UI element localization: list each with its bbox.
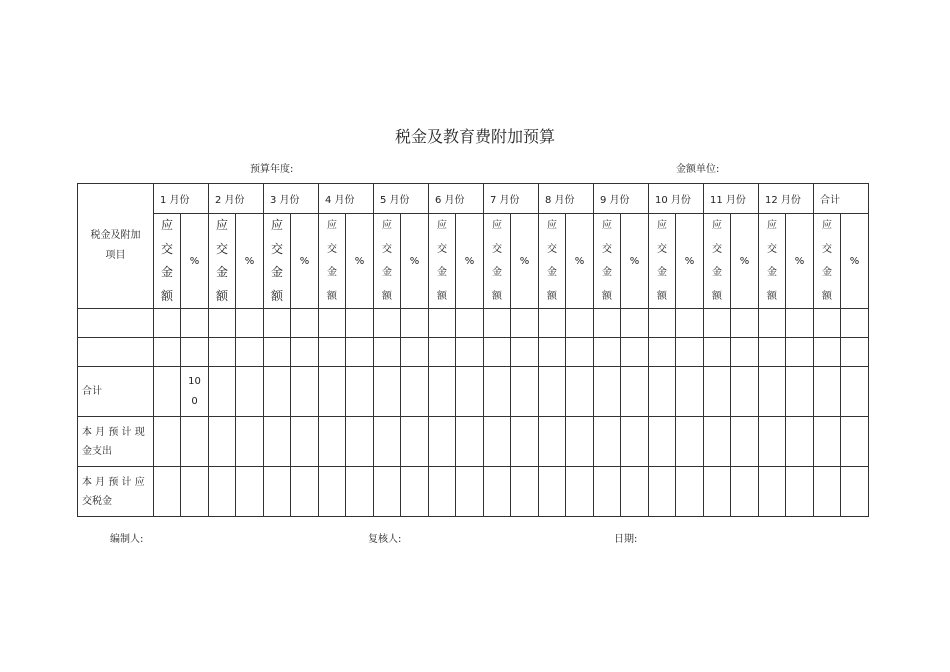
data-cell xyxy=(401,367,429,417)
amount-payable-header xyxy=(594,214,621,309)
data-cell xyxy=(374,338,401,367)
percent-header: % xyxy=(566,214,594,309)
data-cell xyxy=(676,417,704,467)
data-cell xyxy=(429,338,456,367)
percent-header: % xyxy=(291,214,319,309)
data-cell xyxy=(786,309,814,338)
data-cell xyxy=(154,338,181,367)
amount-char: 交 xyxy=(437,243,447,255)
data-cell xyxy=(456,338,484,367)
amount-payable-header xyxy=(209,214,236,309)
data-cell xyxy=(594,309,621,338)
amount-char: 交 xyxy=(657,243,667,255)
data-cell xyxy=(594,467,621,517)
amount-char: 额 xyxy=(382,290,392,302)
data-cell xyxy=(511,467,539,517)
amount-char: 额 xyxy=(822,290,832,302)
data-cell xyxy=(511,367,539,417)
amount-char: 应 xyxy=(712,220,722,231)
percent-header: % xyxy=(346,214,374,309)
data-cell xyxy=(456,467,484,517)
data-cell xyxy=(731,338,759,367)
data-cell xyxy=(264,417,291,467)
data-cell xyxy=(594,417,621,467)
data-cell xyxy=(291,367,319,417)
data-cell xyxy=(346,309,374,338)
amount-char: 交 xyxy=(547,243,557,255)
data-cell xyxy=(346,417,374,467)
data-cell xyxy=(181,467,209,517)
data-cell xyxy=(264,309,291,338)
amount-char: 应 xyxy=(160,218,173,232)
data-cell xyxy=(759,417,786,467)
data-cell xyxy=(264,367,291,417)
amount-char: 应 xyxy=(822,220,832,231)
item-cell xyxy=(78,338,154,367)
data-cell xyxy=(181,417,209,467)
data-cell xyxy=(539,417,566,467)
amount-char: 交 xyxy=(160,241,173,256)
data-cell xyxy=(621,467,649,517)
row-label-tax-line2: 交税金 xyxy=(82,495,112,507)
amount-char: 交 xyxy=(327,243,337,255)
data-cell xyxy=(319,338,346,367)
amount-char: 金 xyxy=(657,267,667,278)
data-cell xyxy=(484,338,511,367)
amount-payable-header xyxy=(759,214,786,309)
month-header: 10 月份 xyxy=(649,184,704,214)
amount-char: 交 xyxy=(822,243,832,255)
data-cell xyxy=(209,367,236,417)
percent-header: % xyxy=(511,214,539,309)
amount-char: 金 xyxy=(767,267,777,278)
amount-char: 额 xyxy=(215,288,228,303)
data-cell xyxy=(759,367,786,417)
date-label: 日期: xyxy=(614,534,638,545)
data-cell xyxy=(154,367,181,417)
amount-char: 额 xyxy=(270,288,283,303)
data-cell xyxy=(401,417,429,467)
data-cell xyxy=(346,338,374,367)
amount-payable-header xyxy=(264,214,291,309)
data-cell xyxy=(484,467,511,517)
percent-header: % xyxy=(181,214,209,309)
month-header: 9 月份 xyxy=(594,184,649,214)
item-header-line1: 税金及附加 xyxy=(90,230,141,241)
amount-char: 额 xyxy=(657,290,667,302)
amount-char: 应 xyxy=(657,220,667,231)
data-cell xyxy=(566,417,594,467)
data-cell xyxy=(539,367,566,417)
data-cell xyxy=(236,467,264,517)
data-cell xyxy=(841,367,869,417)
data-cell xyxy=(539,309,566,338)
amount-char: 金 xyxy=(602,267,612,278)
data-cell xyxy=(374,417,401,467)
data-cell xyxy=(264,338,291,367)
amount-char: 金 xyxy=(822,267,832,278)
data-cell xyxy=(401,309,429,338)
data-cell xyxy=(704,467,731,517)
data-cell xyxy=(649,417,676,467)
data-cell xyxy=(786,367,814,417)
data-cell xyxy=(154,309,181,338)
data-cell xyxy=(456,309,484,338)
data-cell xyxy=(649,367,676,417)
amount-char: 应 xyxy=(767,220,777,231)
data-cell xyxy=(319,309,346,338)
data-cell xyxy=(841,338,869,367)
data-cell xyxy=(291,309,319,338)
percent-header: % xyxy=(676,214,704,309)
data-cell xyxy=(209,417,236,467)
document-title: 税金及教育费附加预算 xyxy=(394,127,555,146)
data-cell xyxy=(759,467,786,517)
item-header-cell xyxy=(78,184,154,309)
month-header: 8 月份 xyxy=(539,184,594,214)
month-header: 4 月份 xyxy=(319,184,374,214)
amount-char: 应 xyxy=(270,218,283,232)
row-label-cash-expense xyxy=(78,417,154,467)
amount-char: 额 xyxy=(327,290,337,302)
amount-char: 金 xyxy=(215,265,228,279)
item-header-line2: 项目 xyxy=(105,250,126,261)
amount-char: 金 xyxy=(160,265,173,279)
amount-payable-header xyxy=(814,214,841,309)
data-cell xyxy=(621,367,649,417)
month-header: 6 月份 xyxy=(429,184,484,214)
amount-payable-header xyxy=(154,214,181,309)
percent-header: % xyxy=(731,214,759,309)
amount-char: 应 xyxy=(327,220,337,231)
data-cell xyxy=(539,467,566,517)
reviewed-by-label: 复核人: xyxy=(368,534,402,545)
data-cell xyxy=(704,338,731,367)
amount-char: 应 xyxy=(382,220,392,231)
data-cell xyxy=(594,338,621,367)
amount-char: 交 xyxy=(492,243,502,255)
data-cell xyxy=(566,367,594,417)
amount-char: 金 xyxy=(712,267,722,278)
month-header: 1 月份 xyxy=(154,184,209,214)
data-cell xyxy=(374,309,401,338)
data-cell xyxy=(814,338,841,367)
data-cell xyxy=(236,338,264,367)
data-cell xyxy=(649,467,676,517)
data-cell xyxy=(429,367,456,417)
amount-char: 应 xyxy=(492,220,502,231)
amount-char: 金 xyxy=(547,267,557,278)
data-cell xyxy=(676,309,704,338)
data-cell xyxy=(814,467,841,517)
data-cell xyxy=(676,467,704,517)
percent-header: % xyxy=(456,214,484,309)
percent-header: % xyxy=(401,214,429,309)
amount-char: 额 xyxy=(602,290,612,302)
month-header: 11 月份 xyxy=(704,184,759,214)
data-cell xyxy=(484,417,511,467)
amount-payable-header xyxy=(484,214,511,309)
amount-char: 金 xyxy=(437,267,447,278)
data-cell xyxy=(649,309,676,338)
data-cell xyxy=(759,338,786,367)
amount-char: 额 xyxy=(160,288,173,303)
row-label-tax-line1: 本 月 预 计 应 xyxy=(82,476,145,488)
data-cell xyxy=(154,417,181,467)
data-cell xyxy=(704,417,731,467)
amount-char: 额 xyxy=(712,290,722,302)
month-header: 合计 xyxy=(814,184,869,214)
data-cell xyxy=(786,417,814,467)
data-cell xyxy=(786,467,814,517)
amount-payable-header xyxy=(429,214,456,309)
data-cell xyxy=(841,467,869,517)
data-cell xyxy=(236,367,264,417)
amount-char: 金 xyxy=(327,267,337,278)
percent-header: % xyxy=(621,214,649,309)
data-cell xyxy=(621,338,649,367)
data-cell xyxy=(264,467,291,517)
amount-char: 额 xyxy=(547,290,557,302)
total-percent-cell xyxy=(181,367,209,417)
total-percent-line1: 10 xyxy=(188,375,201,387)
data-cell xyxy=(814,309,841,338)
data-cell xyxy=(456,367,484,417)
data-cell xyxy=(814,367,841,417)
amount-char: 交 xyxy=(270,241,283,256)
amount-char: 交 xyxy=(215,241,228,256)
data-cell xyxy=(236,417,264,467)
data-cell xyxy=(731,367,759,417)
data-cell xyxy=(291,417,319,467)
amount-payable-header xyxy=(704,214,731,309)
budget-table xyxy=(77,183,869,517)
data-cell xyxy=(759,309,786,338)
data-cell xyxy=(649,338,676,367)
month-header: 3 月份 xyxy=(264,184,319,214)
data-cell xyxy=(291,467,319,517)
amount-char: 金 xyxy=(382,267,392,278)
data-cell xyxy=(594,367,621,417)
month-header: 5 月份 xyxy=(374,184,429,214)
data-cell xyxy=(429,467,456,517)
percent-header: % xyxy=(841,214,869,309)
data-cell xyxy=(731,417,759,467)
data-cell xyxy=(511,417,539,467)
data-cell xyxy=(236,309,264,338)
row-label-cash-line1: 本 月 预 计 现 xyxy=(82,426,145,438)
data-cell xyxy=(704,309,731,338)
percent-header: % xyxy=(236,214,264,309)
data-cell xyxy=(731,309,759,338)
amount-char: 应 xyxy=(437,220,447,231)
data-cell xyxy=(429,309,456,338)
data-cell xyxy=(539,338,566,367)
amount-char: 额 xyxy=(437,290,447,302)
data-cell xyxy=(786,338,814,367)
amount-unit-label: 金额单位: xyxy=(676,164,720,175)
data-cell xyxy=(484,309,511,338)
data-cell xyxy=(209,467,236,517)
budget-year-label: 预算年度: xyxy=(250,164,294,175)
data-cell xyxy=(181,309,209,338)
amount-payable-header xyxy=(374,214,401,309)
data-cell xyxy=(319,467,346,517)
data-cell xyxy=(181,338,209,367)
data-cell xyxy=(154,467,181,517)
data-cell xyxy=(346,467,374,517)
data-cell xyxy=(621,417,649,467)
data-cell xyxy=(456,417,484,467)
data-cell xyxy=(291,338,319,367)
data-cell xyxy=(346,367,374,417)
data-cell xyxy=(401,338,429,367)
amount-char: 金 xyxy=(270,265,283,279)
data-cell xyxy=(401,467,429,517)
amount-char: 交 xyxy=(602,243,612,255)
amount-char: 额 xyxy=(492,290,502,302)
amount-char: 金 xyxy=(492,267,502,278)
month-header: 7 月份 xyxy=(484,184,539,214)
month-header: 12 月份 xyxy=(759,184,814,214)
amount-char: 交 xyxy=(712,243,722,255)
amount-char: 应 xyxy=(215,218,228,232)
row-label-tax-payable xyxy=(78,467,154,517)
data-cell xyxy=(676,338,704,367)
amount-char: 额 xyxy=(767,290,777,302)
amount-payable-header xyxy=(319,214,346,309)
amount-char: 交 xyxy=(767,243,777,255)
row-label-total: 合计 xyxy=(78,367,154,417)
data-cell xyxy=(374,367,401,417)
data-cell xyxy=(511,309,539,338)
amount-payable-header xyxy=(539,214,566,309)
data-cell xyxy=(209,338,236,367)
data-cell xyxy=(841,417,869,467)
data-cell xyxy=(484,367,511,417)
data-cell xyxy=(566,338,594,367)
data-cell xyxy=(731,467,759,517)
percent-header: % xyxy=(786,214,814,309)
amount-char: 应 xyxy=(547,220,557,231)
total-percent-line2: 0 xyxy=(191,395,198,407)
data-cell xyxy=(676,367,704,417)
row-label-cash-line2: 金支出 xyxy=(82,445,112,457)
item-cell xyxy=(78,309,154,338)
amount-char: 应 xyxy=(602,220,612,231)
amount-payable-header xyxy=(649,214,676,309)
data-cell xyxy=(374,467,401,517)
data-cell xyxy=(511,338,539,367)
data-cell xyxy=(841,309,869,338)
data-cell xyxy=(319,367,346,417)
data-cell xyxy=(621,309,649,338)
data-cell xyxy=(814,417,841,467)
data-cell xyxy=(319,417,346,467)
month-header: 2 月份 xyxy=(209,184,264,214)
data-cell xyxy=(429,417,456,467)
data-cell xyxy=(704,367,731,417)
amount-char: 交 xyxy=(382,243,392,255)
data-cell xyxy=(566,309,594,338)
data-cell xyxy=(566,467,594,517)
prepared-by-label: 编制人: xyxy=(110,534,144,545)
data-cell xyxy=(209,309,236,338)
